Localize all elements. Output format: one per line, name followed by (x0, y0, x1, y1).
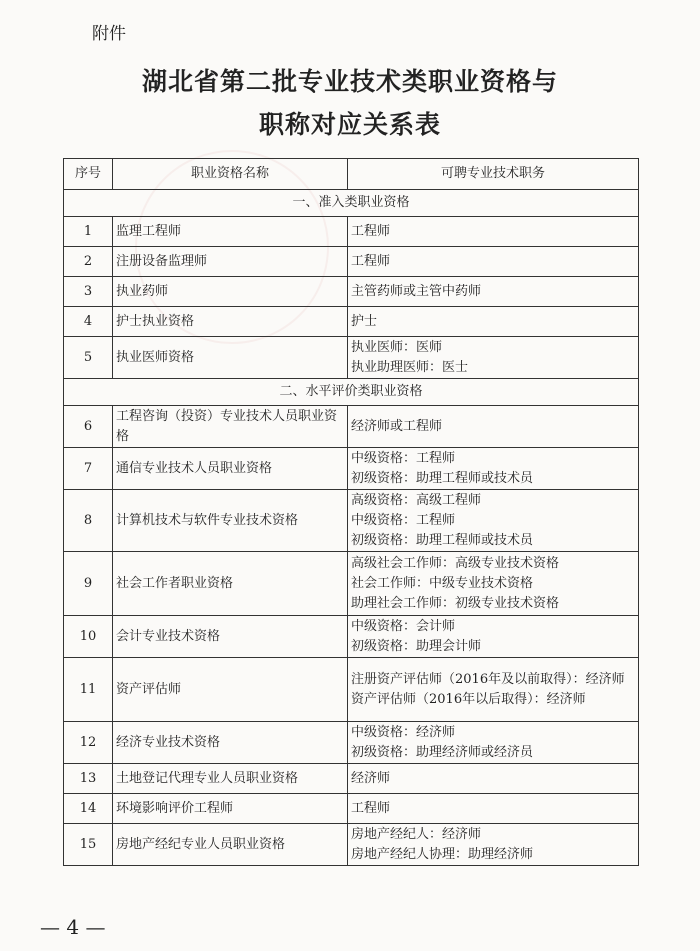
row-number: 1 (64, 217, 113, 247)
row-number: 12 (64, 722, 113, 764)
job-title-cell (348, 722, 639, 764)
job-title-cell (348, 764, 639, 794)
qualification-name: 土地登记代理专业人员职业资格 (113, 764, 348, 794)
job-title-line: 注册资产评估师（2016年及以前取得）：经济师 (351, 671, 625, 687)
row-number: 10 (64, 616, 113, 658)
document-title-line1: 湖北省第二批专业技术类职业资格与 (141, 67, 558, 96)
row-number: 2 (64, 247, 113, 277)
section-row (64, 379, 639, 406)
job-title-cell (348, 337, 639, 379)
qualification-name: 社会工作者职业资格 (113, 552, 348, 616)
section-row (64, 190, 639, 217)
table-row (64, 722, 639, 764)
qualification-name: 环境影响评价工程师 (113, 794, 348, 824)
row-number: 7 (64, 448, 113, 490)
qualification-name: 资产评估师 (113, 658, 348, 722)
job-title-line: 执业助理医师：医士 (351, 359, 469, 375)
qualification-name: 护士执业资格 (113, 307, 348, 337)
table-row (64, 764, 639, 794)
job-title-line: 房地产经纪人协理：助理经济师 (351, 846, 534, 862)
table-row (64, 824, 639, 866)
job-title-line: 工程师 (351, 223, 391, 239)
row-number: 13 (64, 764, 113, 794)
job-title-line: 初级资格：助理经济师或经济员 (351, 744, 534, 760)
job-title-cell (348, 824, 639, 866)
table-row (64, 794, 639, 824)
job-title-line: 护士 (351, 313, 378, 329)
header-name: 职业资格名称 (113, 159, 348, 190)
table-row (64, 277, 639, 307)
job-title-line: 中级资格：工程师 (351, 450, 456, 466)
job-title-line: 高级社会工作师：高级专业技术资格 (351, 555, 560, 571)
job-title-line: 资产评估师（2016年以后取得）：经济师 (351, 691, 586, 707)
qualification-table (63, 158, 639, 866)
job-title-line: 经济师或工程师 (351, 418, 443, 434)
row-number: 14 (64, 794, 113, 824)
job-title-cell (348, 658, 639, 722)
section-title: 二、水平评价类职业资格 (64, 379, 639, 406)
job-title-line: 中级资格：会计师 (351, 618, 456, 634)
table-row (64, 448, 639, 490)
table-row (64, 658, 639, 722)
table-row (64, 406, 639, 448)
row-number: 15 (64, 824, 113, 866)
section-title: 一、准入类职业资格 (64, 190, 639, 217)
qualification-name: 执业医师资格 (113, 337, 348, 379)
qualification-name: 通信专业技术人员职业资格 (113, 448, 348, 490)
row-number: 11 (64, 658, 113, 722)
row-number: 8 (64, 490, 113, 552)
job-title-line: 高级资格：高级工程师 (351, 492, 482, 508)
table-header-row (64, 159, 639, 190)
qualification-name: 工程咨询（投资）专业技术人员职业资格 (113, 406, 348, 448)
job-title-line: 主管药师或主管中药师 (351, 283, 482, 299)
job-title-cell (348, 247, 639, 277)
job-title-cell (348, 794, 639, 824)
job-title-cell (348, 448, 639, 490)
row-number: 4 (64, 307, 113, 337)
job-title-cell (348, 277, 639, 307)
header-job: 可聘专业技术职务 (348, 159, 639, 190)
table-row (64, 337, 639, 379)
table-row (64, 616, 639, 658)
qualification-name: 注册设备监理师 (113, 247, 348, 277)
row-number: 5 (64, 337, 113, 379)
header-num: 序号 (64, 159, 113, 190)
row-number: 6 (64, 406, 113, 448)
page-number: — 4 — (40, 915, 106, 939)
job-title-line: 助理社会工作师：初级专业技术资格 (351, 595, 560, 611)
job-title-cell (348, 616, 639, 658)
document-title-line2: 职称对应关系表 (258, 110, 441, 139)
job-title-cell (348, 217, 639, 247)
qualification-name: 会计专业技术资格 (113, 616, 348, 658)
qualification-name: 经济专业技术资格 (113, 722, 348, 764)
job-title-cell (348, 490, 639, 552)
table-row (64, 490, 639, 552)
table-row (64, 247, 639, 277)
job-title-line: 工程师 (351, 800, 391, 816)
qualification-name: 执业药师 (113, 277, 348, 307)
table-row (64, 307, 639, 337)
job-title-line: 房地产经纪人：经济师 (351, 826, 482, 842)
row-number: 9 (64, 552, 113, 616)
job-title-line: 经济师 (351, 770, 391, 786)
attachment-label: 附件 (92, 24, 126, 44)
job-title-line: 初级资格：助理会计师 (351, 638, 482, 654)
row-number: 3 (64, 277, 113, 307)
job-title-line: 初级资格：助理工程师或技术员 (351, 532, 534, 548)
job-title-line: 执业医师：医师 (351, 339, 443, 355)
job-title-line: 初级资格：助理工程师或技术员 (351, 470, 534, 486)
job-title-cell (348, 406, 639, 448)
job-title-cell (348, 552, 639, 616)
job-title-line: 社会工作师：中级专业技术资格 (351, 575, 534, 591)
job-title-line: 工程师 (351, 253, 391, 269)
job-title-cell (348, 307, 639, 337)
table-body (64, 190, 639, 866)
job-title-line: 中级资格：经济师 (351, 724, 456, 740)
job-title-line: 中级资格：工程师 (351, 512, 456, 528)
qualification-name: 计算机技术与软件专业技术资格 (113, 490, 348, 552)
table-row (64, 552, 639, 616)
qualification-name: 房地产经纪专业人员职业资格 (113, 824, 348, 866)
table-row (64, 217, 639, 247)
qualification-name: 监理工程师 (113, 217, 348, 247)
